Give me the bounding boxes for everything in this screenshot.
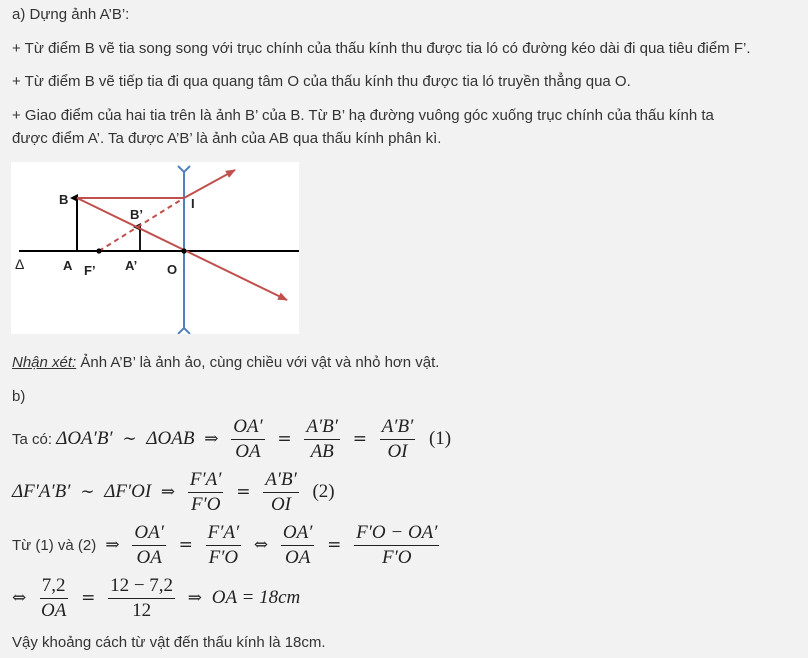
equals-sign: = (327, 534, 342, 555)
equals-sign: = (277, 428, 292, 449)
equation-tag-1: (1) (428, 427, 452, 449)
remark (12, 354, 439, 371)
ray-through-center (77, 198, 287, 300)
part-b-heading: b) (12, 388, 26, 405)
label-A: A (63, 258, 73, 273)
equals-sign: = (236, 481, 251, 502)
equation-2 (12, 469, 335, 516)
equation-tag-2: (2) (312, 480, 335, 502)
iff-sign: ⇔ (12, 587, 27, 608)
similar-sign: ∼ (122, 428, 137, 449)
fraction: $\frac{A'B'}{OI}$ (381, 416, 414, 462)
fraction: $\frac{F'A'}{F'O}$ (189, 469, 222, 515)
fraction: $\frac{OA'}{OA}$ (282, 522, 313, 568)
step-3-line-2: được điểm A’. Ta được A’B’ là ảnh của AB qua thấu kính phân kì. (12, 130, 442, 147)
implies-sign: ⇒ (204, 428, 219, 449)
part-a-heading: a) Dựng ảnh A’B’: (12, 6, 130, 23)
triangle-oa-prime-b-prime: ΔOA′B′ (56, 427, 113, 449)
remark-text: Ảnh A’B’ là ảnh ảo, cùng chiều với vật và nhỏ hơn vật. (76, 354, 440, 371)
step-2-text: + Từ điểm B vẽ tiếp tia đi qua quang tâm O của thấu kính thu được tia ló truyền thẳng qua O. (12, 73, 631, 90)
fraction: $\frac{A'B'}{AB}$ (306, 416, 338, 462)
equation-3 (12, 522, 442, 569)
tu-text: Từ (1) và (2) (12, 536, 101, 554)
ray-refracted (184, 170, 235, 198)
fraction: $\frac{OA'}{OA}$ (233, 416, 263, 462)
similar-sign: ∼ (80, 481, 95, 502)
step-1-text: + Từ điểm B vẽ tia song song với trục chính của thấu kính thu được tia ló có đường kéo dài đi qua tiêu điểm F’. (12, 40, 751, 57)
implies-sign: ⇒ (187, 587, 203, 608)
equals-sign: = (81, 587, 96, 608)
fraction: $\frac{F'O - OA'}{F'O}$ (356, 522, 438, 568)
fraction: $\frac{A'B'}{OI}$ (265, 469, 297, 515)
label-B-prime: B’ (130, 207, 143, 222)
step-3-line-1: + Giao điểm của hai tia trên là ảnh B’ của B. Từ B’ hạ đường vuông góc xuống trục chính của thấu kính ta (12, 107, 714, 124)
iff-sign: ⇔ (253, 534, 269, 555)
lens-ray-diagram (11, 162, 299, 334)
label-B: B (59, 192, 69, 207)
equation-4 (12, 575, 300, 622)
fraction: $\frac{12 - 7,2}{12}$ (110, 575, 174, 621)
fraction: $\frac{7,2}{OA}$ (41, 575, 67, 621)
label-A-prime: A’ (125, 258, 138, 273)
label-F-prime: F’ (84, 263, 96, 278)
implies-sign: ⇒ (105, 534, 120, 555)
fraction: $\frac{F'A'}{F'O}$ (207, 522, 240, 568)
ta-co-text: Ta có: (12, 430, 57, 448)
fraction: $\frac{OA'}{OA}$ (134, 522, 164, 568)
equation-1 (12, 416, 451, 463)
equals-sign: = (178, 534, 193, 555)
implies-sign: ⇒ (160, 481, 176, 502)
label-delta: Δ (15, 256, 25, 272)
triangle-f-prime-a-prime-b-prime: ΔF′A′B′ (12, 480, 71, 502)
triangle-oab: ΔOAB (146, 427, 195, 449)
equals-sign: = (352, 428, 367, 449)
focal-point-dot (96, 248, 101, 253)
lens-bottom-cap (178, 328, 190, 334)
label-O: O (167, 262, 178, 277)
optical-center-dot (181, 248, 186, 253)
remark-label: Nhận xét: (12, 354, 77, 371)
label-I: I (191, 196, 195, 211)
triangle-f-prime-oi: ΔF′OI (104, 480, 152, 502)
result-oa: OA = 18cm (211, 586, 301, 608)
lens-top-cap (178, 166, 190, 172)
conclusion: Vậy khoảng cách từ vật đến thấu kính là 18cm. (12, 634, 326, 651)
